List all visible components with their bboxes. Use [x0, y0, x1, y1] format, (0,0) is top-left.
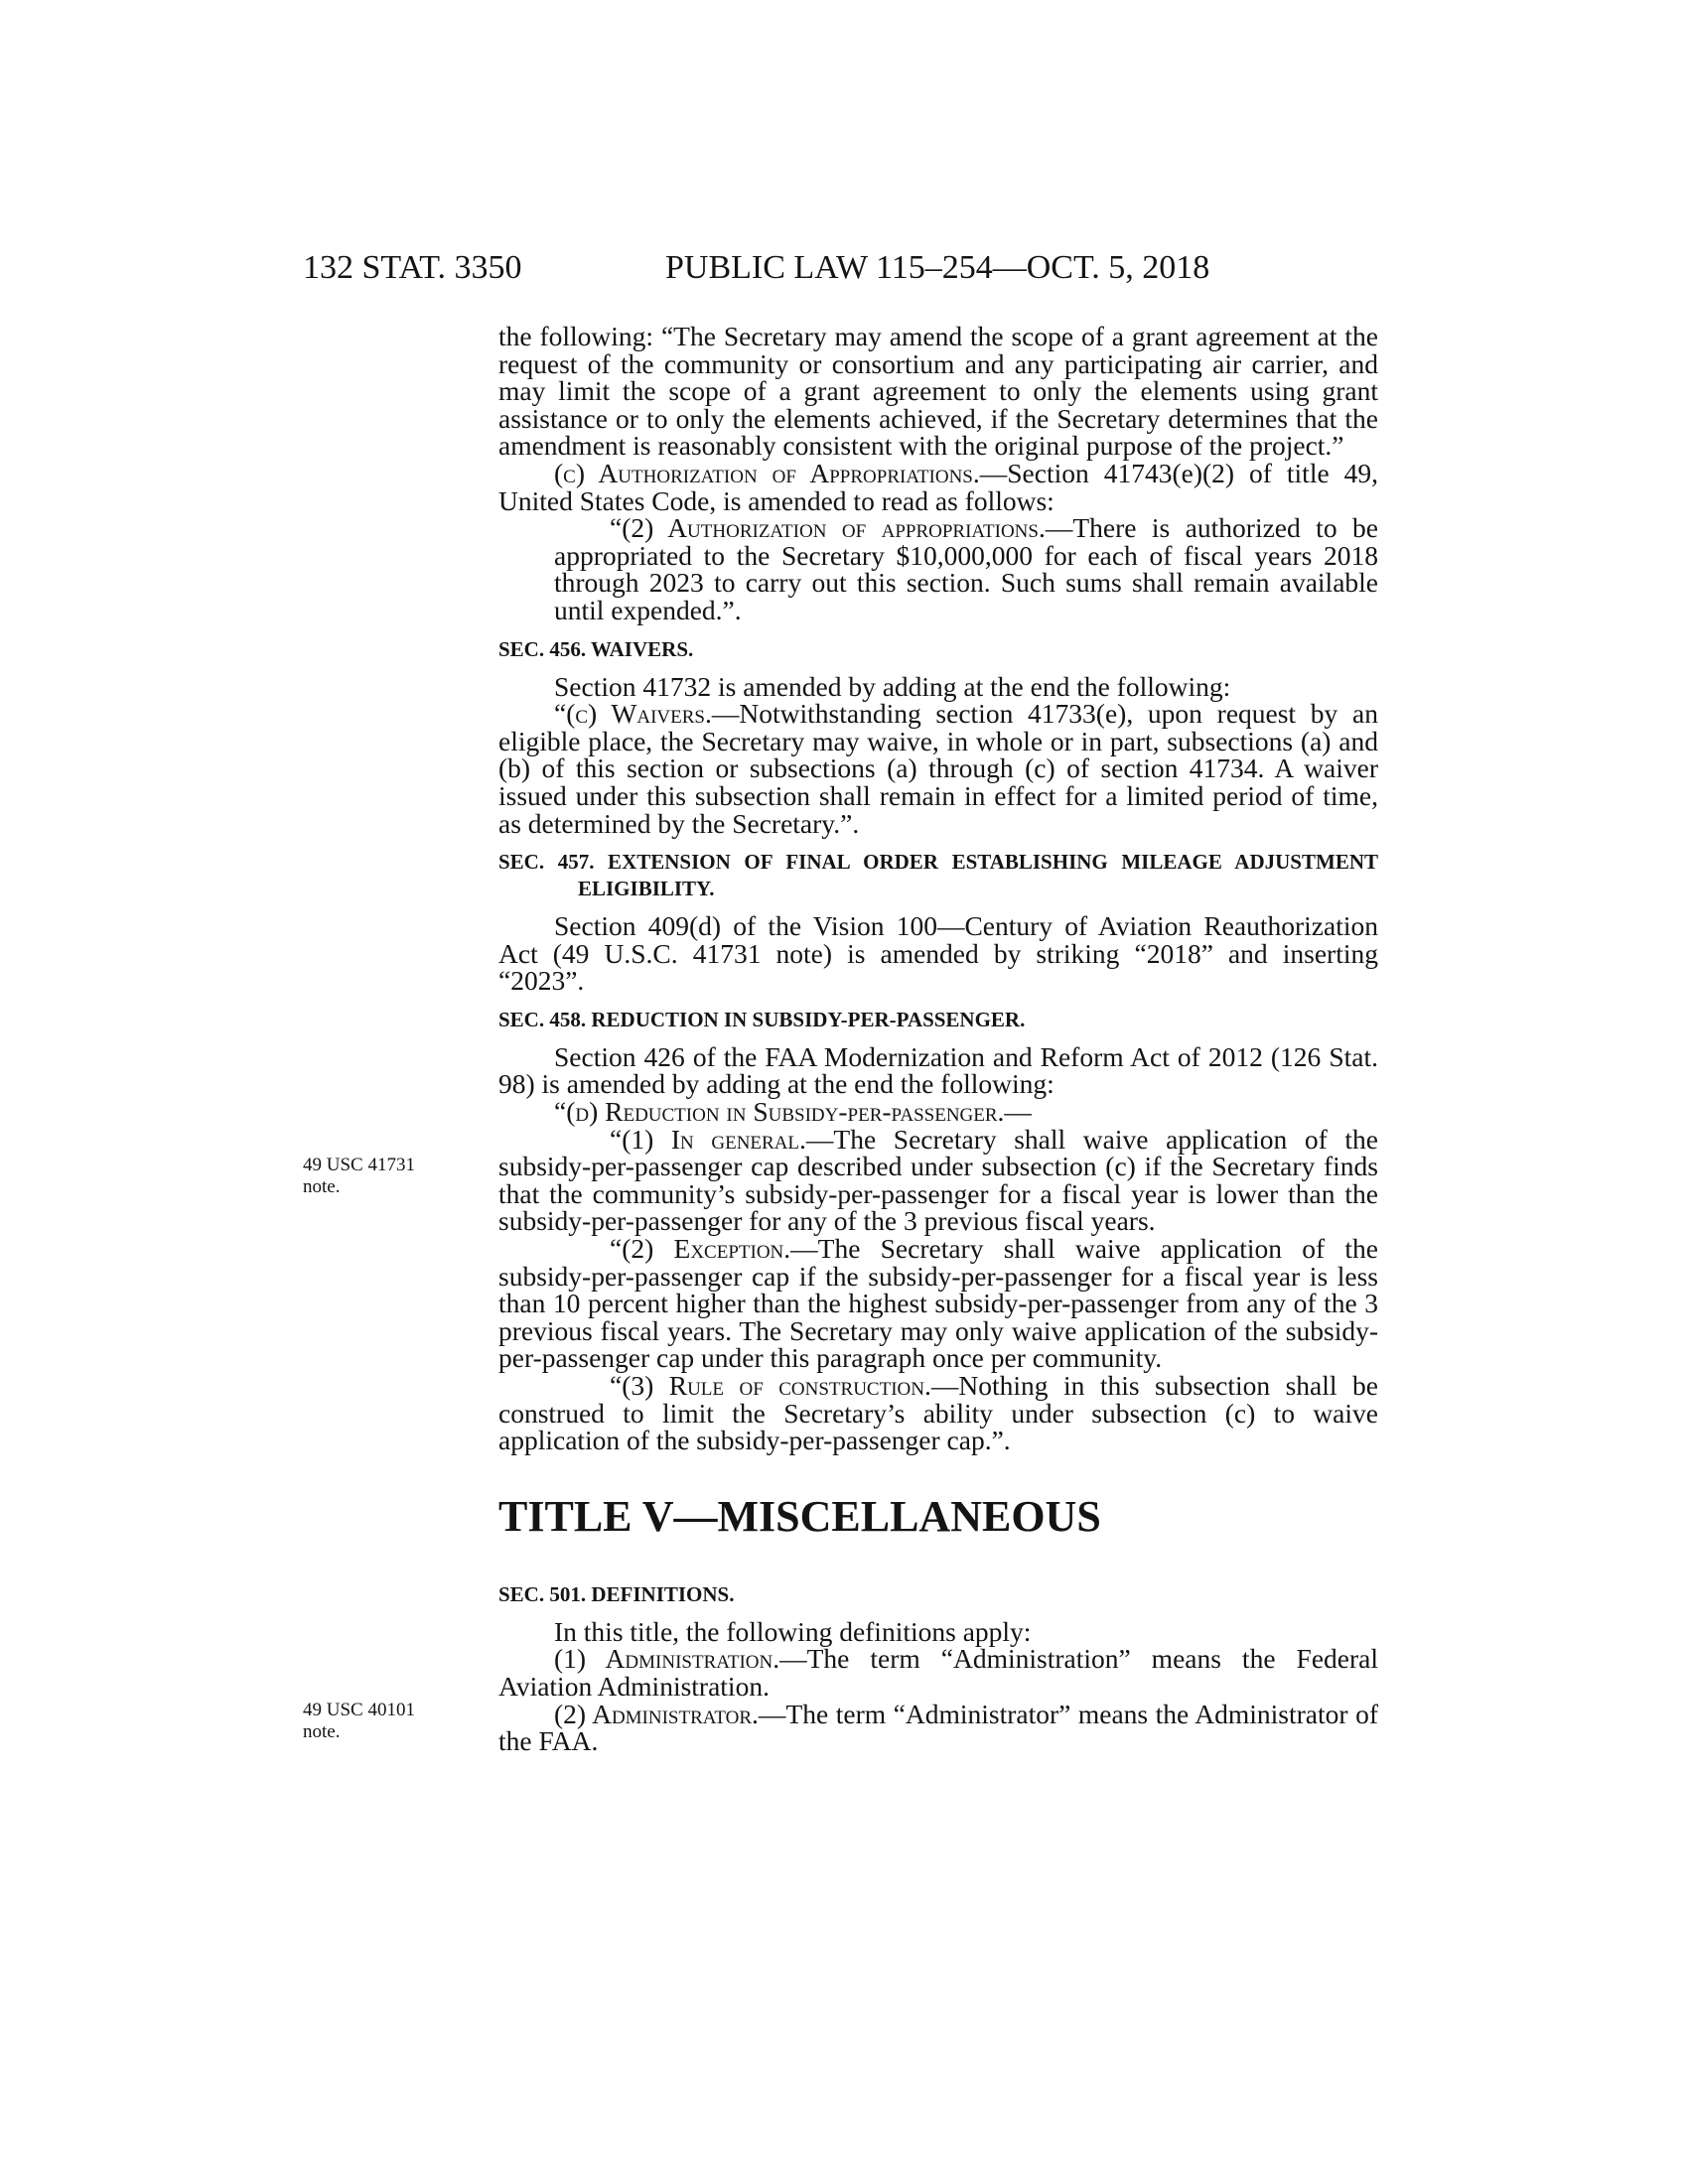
- section-501-title: SEC. 501. DEFINITIONS.: [498, 1581, 735, 1606]
- definition-2-text: The term “Administrator” means the Administrator of the FAA.: [498, 1698, 1378, 1757]
- statute-page-number: 132 STAT. 3350: [303, 249, 522, 286]
- paragraph-d2-text: The Secretary shall waive application of the subsidy-per-passenger cap if the subsidy-per-passenger for a fiscal year is less than 10 percent higher than the highest subsidy-per-passenger from any of the 3 previous fiscal years. The Secretary may only waive application of the subsidy-per-passenger cap under this paragraph once per community.: [498, 1233, 1378, 1374]
- section-501-intro: In this title, the following definitions apply:: [554, 1615, 1032, 1647]
- definition-2: [498, 1698, 1378, 1757]
- margin-note-40101: 49 USC 40101 note.: [303, 1700, 415, 1742]
- section-456-title: SEC. 456. WAIVERS.: [498, 636, 694, 661]
- paragraph-c2: [554, 514, 1378, 623]
- paragraph-c2-heading: “(2) Authorization of appropriations.—: [610, 512, 1073, 544]
- definition-1-heading: (1) Administration.—: [554, 1643, 807, 1675]
- paragraph-intro: the following: “The Secretary may amend the scope of a grant agreement at the request of the community or consortium and any participating air carrier, and may limit the scope of a grant agreement to only the elements using grant assistance or to only the elements achieved, if the Secretary determines that the amendment is reasonably consistent with the original purpose of the project.”: [498, 321, 1378, 462]
- paragraph-d3-heading: “(3) Rule of construction.—: [610, 1370, 959, 1401]
- subsection-c: [498, 457, 1379, 516]
- paragraph-d2-heading: “(2) Exception.—: [610, 1233, 818, 1265]
- section-458-intro: Section 426 of the FAA Modernization and Reform Act of 2012 (126 Stat. 98) is amended by adding at the end the following:: [498, 1040, 1378, 1100]
- subsection-d-heading-line: [498, 1098, 1378, 1126]
- section-458-title: SEC. 458. REDUCTION IN SUBSIDY-PER-PASSENGER.: [498, 1007, 1026, 1031]
- section-456-intro: Section 41732 is amended by adding at the end the following:: [554, 670, 1231, 702]
- subsection-c-text: Section 41743(e)(2) of title 49, United States Code, is amended to read as follows:: [498, 457, 1379, 516]
- paragraph-d1: [498, 1123, 1378, 1237]
- definition-1: [498, 1645, 1378, 1700]
- paragraph-d1-text: The Secretary shall waive application of the subsidy-per-passenger cap described under subsection (c) if the Secretary finds that the community’s subsidy-per-passenger for a fiscal year is lower than the subsidy-per-passenger for any of the 3 previous fiscal years.: [498, 1123, 1378, 1237]
- paragraph-d3-text: Nothing in this subsection shall be construed to limit the Secretary’s ability under subsection (c) to waive application of the subsidy-per-passenger cap.”.: [498, 1370, 1378, 1456]
- page-header: [303, 248, 1390, 288]
- public-law-citation: PUBLIC LAW 115–254—OCT. 5, 2018: [665, 249, 1210, 286]
- paragraph-c2-text: There is authorized to be appropriated to the Secretary $10,000,000 for each of fiscal years 2018 through 2023 to carry out this section. Such sums shall remain available until expended.”.: [554, 512, 1378, 625]
- title-v-heading: TITLE V—MISCELLANEOUS: [498, 1491, 1101, 1541]
- margin-note-41731: 49 USC 41731 note.: [303, 1155, 415, 1197]
- law-text-body: [498, 323, 1378, 1755]
- paragraph-d2: [498, 1235, 1378, 1372]
- waivers-heading: “(c) Waivers.—: [554, 698, 740, 730]
- paragraph-d1-heading: “(1) In general.—: [610, 1123, 834, 1155]
- definition-2-heading: (2) Administrator.—: [554, 1698, 786, 1729]
- waivers-subsection: [498, 700, 1378, 837]
- section-457-text: Section 409(d) of the Vision 100—Century of Aviation Reauthorization Act (49 U.S.C. 41731 note) is amended by striking “2018” and inserting “2023”.: [498, 910, 1378, 997]
- definition-1-text: The term “Administration” means the Federal Aviation Administration.: [498, 1643, 1378, 1702]
- section-457-title: SEC. 457. EXTENSION OF FINAL ORDER ESTABLISHING MILEAGE ADJUSTMENT ELIGIBILITY.: [498, 850, 1378, 901]
- subsection-d-heading: “(d) Reduction in Subsidy-per-passenger.—: [554, 1096, 1032, 1128]
- subsection-c-heading: (c) Authorization of Appropriations.—: [554, 457, 1008, 488]
- waivers-text: Notwithstanding section 41733(e), upon request by an eligible place, the Secretary may waive, in whole or in part, subsections (a) and (b) of this section or subsections (a) through (c) of section 41734. A waiver issued under this subsection shall remain in effect for a limited period of time, as determined by the Secretary.”.: [498, 698, 1378, 839]
- paragraph-d3: [498, 1372, 1378, 1454]
